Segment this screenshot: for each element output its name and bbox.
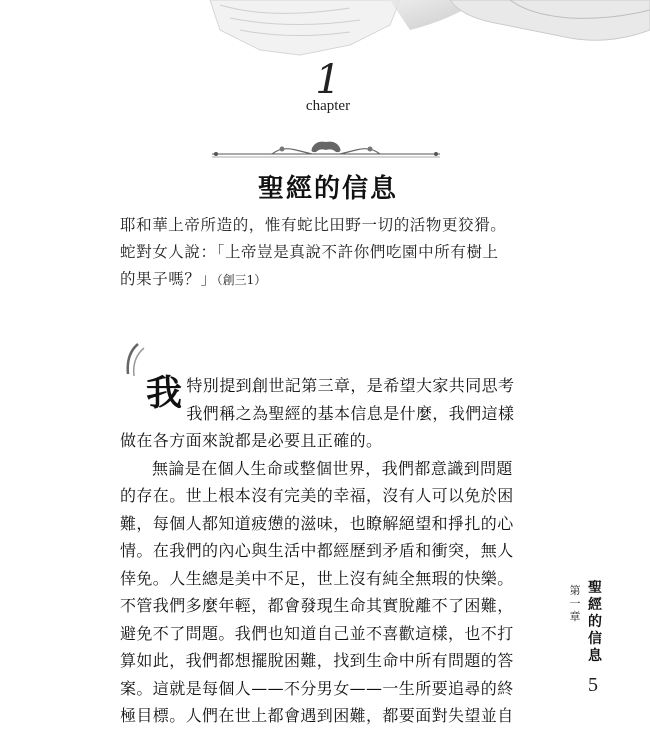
paragraph: 無論是在個人生命或整個世界，我們都意識到問題的存在。世上根本沒有完美的幸福，沒有人可以免於困難，每個人都知道疲憊的滋味，也瞭解絕望和掙扎的心情。在我們的內心與生活中都經歷到矛盾和衝突，無人倖免。人生總是美中不足，世上沒有純全無瑕的快樂。不管我們多麼年輕，都會發現生命其實脫離不了困難，避免不了問題。我們也知道自己並不喜歡這樣，也不打算如此，我們都想擺脫困難，找到生命中所有問題的答案。這就是每個人——不分男女——一生所要追尋的終極目標。人們在世上都會遇到困難，都要面對失望並自 (120, 458, 514, 725)
page-number: 5 (588, 674, 598, 696)
epigraph-line: 耶和華上帝所造的，惟有蛇比田野一切的活物更狡猾。 (120, 216, 507, 234)
ornamental-divider (212, 138, 440, 164)
sidebar-chapter-label: 第一章 (569, 584, 581, 623)
drop-cap: 我 (146, 373, 183, 414)
sidebar-chapter-title: 聖經的信息 (588, 580, 602, 664)
epigraph-line: 的果子嗎？」 (120, 270, 217, 288)
paragraph: 我特別提到創世記第三章，是希望大家共同思考我們稱之為聖經的基本信息是什麼，我們這樣做在各方面來說都是必要且正確的。 (120, 373, 515, 450)
chapter-title: 聖經的信息 (257, 174, 398, 204)
decorative-paper-art (150, 0, 650, 70)
epigraph-line: 蛇對女人說：「上帝豈是真說不許你們吃園中所有樹上 (120, 243, 499, 261)
body-text (120, 372, 520, 730)
epigraph-reference: （創三1） (216, 273, 267, 287)
chapter-label: chapter (305, 98, 351, 114)
chapter-number: 1 (315, 57, 341, 103)
epigraph (120, 212, 540, 294)
